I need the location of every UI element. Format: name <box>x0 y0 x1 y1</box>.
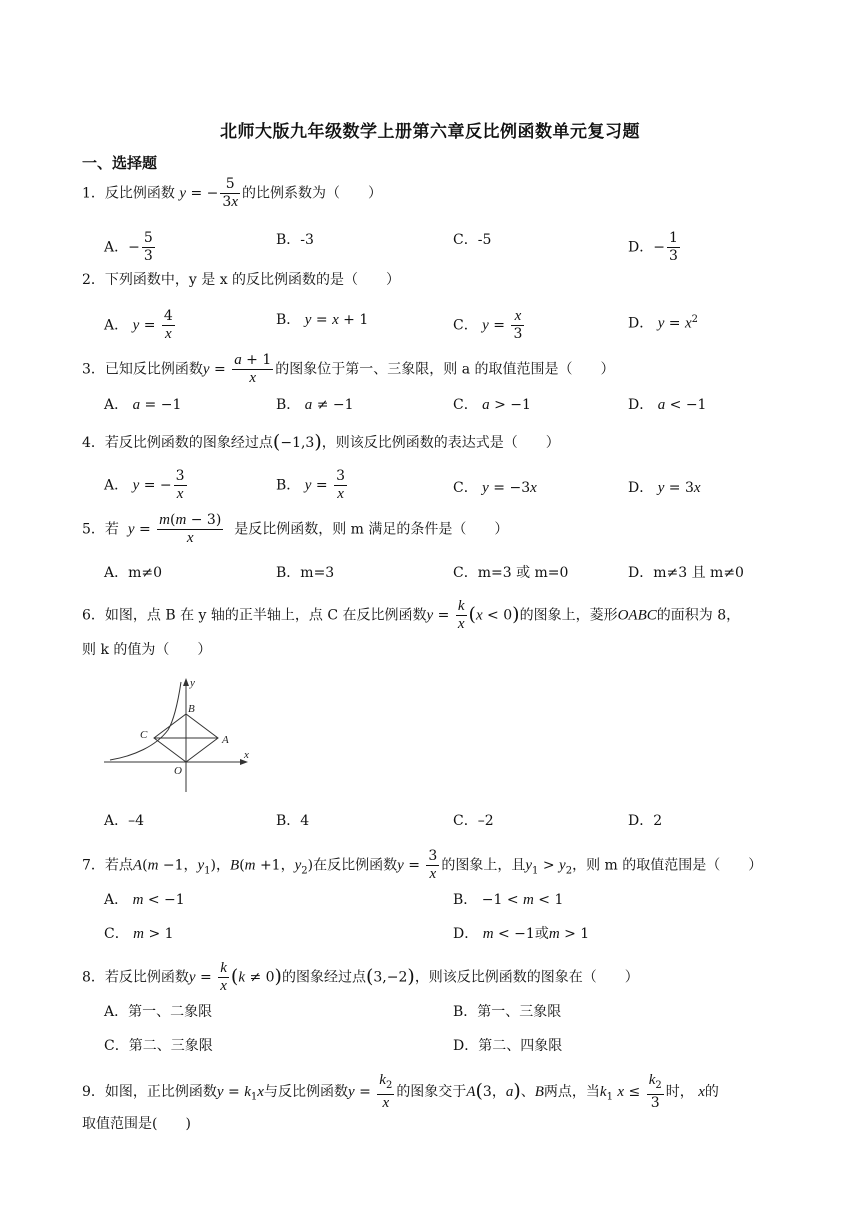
question-4: 4．若反比例函数的图象经过点(−1,3)，则该反比例函数的表达式是（ ） <box>82 431 560 453</box>
q8-option-a[interactable]: A．第一、二象限 <box>104 1004 213 1020</box>
q3-option-b[interactable]: B． a ≠ −1 <box>276 397 354 413</box>
q5-option-a[interactable]: A．m≠0 <box>104 565 163 581</box>
q6-option-b[interactable]: B．4 <box>276 813 310 829</box>
q4-option-d[interactable]: D． y = 3x <box>628 480 701 496</box>
q7-option-d[interactable]: D． m < −1或m > 1 <box>453 926 590 942</box>
q2-option-b[interactable]: B． y = x + 1 <box>276 312 369 328</box>
q1-option-b[interactable]: B．-3 <box>276 232 314 248</box>
q3-option-a[interactable]: A． a = −1 <box>104 397 182 413</box>
q7-option-c[interactable]: C． m > 1 <box>104 926 174 942</box>
q8-option-c[interactable]: C．第二、三象限 <box>104 1038 213 1054</box>
q7-option-b[interactable]: B． −1 < m < 1 <box>453 892 564 908</box>
question-1: 1．反比例函数 y = − $\frac{5}{3x}$ 的比例系数为（ ） <box>82 176 383 210</box>
question-5: 5．若 y = $\frac{m(m - 3)}{x}$ 是反比例函数，则 m 满足的条件是（ ） <box>82 512 509 546</box>
rhombus-figure <box>104 676 254 794</box>
q4-option-a[interactable]: A． y = − $\frac{3}{x}$ <box>104 468 185 502</box>
section-heading: 一、选择题 <box>82 154 158 172</box>
fig-label-b: B <box>188 703 195 715</box>
fig-label-o: O <box>174 765 182 777</box>
q5-option-b[interactable]: B．m=3 <box>276 565 335 581</box>
page-title: 北师大版九年级数学上册第六章反比例函数单元复习题 <box>220 122 640 142</box>
q4-option-b[interactable]: B． y = $\frac{3}{x}$ <box>276 468 345 502</box>
q1-option-a[interactable]: A．− $\frac{5}{3}$ <box>104 230 153 264</box>
q2-option-d[interactable]: D． $y = x^2$ <box>628 314 699 332</box>
q6-option-c[interactable]: C．–2 <box>453 813 494 829</box>
question-9: 9．如图，正比例函数$y = k_1x$与反比例函数y = $\frac{k_2}{x}$ 的图象交于A(3，a)、B两点，当$k_1$ x ≤ $\frac{k_2}{3}$ 时， x的 <box>82 1072 719 1111</box>
q6-option-d[interactable]: D．2 <box>628 813 663 829</box>
q3-option-c[interactable]: C． a > −1 <box>453 397 531 413</box>
question-8: 8．若反比例函数y = $\frac{k}{x}$ (k ≠ 0)的图象经过点(3,−2)，则该反比例函数的图象在（ ） <box>82 960 639 994</box>
q6-option-a[interactable]: A．–4 <box>104 813 145 829</box>
q3-option-d[interactable]: D． a < −1 <box>628 397 707 413</box>
question-9-line2: 取值范围是( ) <box>82 1116 191 1132</box>
q8-option-b[interactable]: B．第一、三象限 <box>453 1004 562 1020</box>
q8-option-d[interactable]: D．第二、四象限 <box>453 1038 563 1054</box>
fig-label-c: C <box>140 729 148 741</box>
q1-option-d[interactable]: D．− $\frac{1}{3}$ <box>628 230 678 264</box>
q7-option-a[interactable]: A． m < −1 <box>104 892 185 908</box>
q2-option-c[interactable]: C． y = $\frac{x}{3}$ <box>453 308 523 342</box>
question-2: 2．下列函数中，y 是 x 的反比例函数的是（ ） <box>82 272 401 288</box>
q5-option-c[interactable]: C．m=3 或 m=0 <box>453 565 569 581</box>
question-6-line2: 则 k 的值为（ ） <box>82 642 212 658</box>
question-7: 7．若点A(m −1，$y_1$)，B(m +1，$y_2$)在反比例函数y = $\frac{3}{x}$ 的图象上，且$y_1 > y_2$，则 m 的取值范围是（ ） <box>82 848 763 882</box>
q1-option-c[interactable]: C．-5 <box>453 232 492 248</box>
question-6: 6．如图，点 B 在 y 轴的正半轴上，点 C 在反比例函数y = $\frac{k}{x}$ (x < 0)的图象上，菱形OABC的面积为 8， <box>82 598 741 632</box>
question-3: 3．已知反比例函数y = $\frac{a + 1}{x}$ 的图象位于第一、三象限，则 a 的取值范围是（ ） <box>82 352 615 386</box>
fig-label-y: y <box>190 677 195 689</box>
hyperbola-curve <box>110 682 181 760</box>
y-axis-arrow <box>183 678 189 686</box>
fig-label-a: A <box>222 734 229 746</box>
fig-label-x: x <box>244 749 249 761</box>
q5-option-d[interactable]: D．m≠3 且 m≠0 <box>628 565 744 581</box>
q2-option-a[interactable]: A． y = $\frac{4}{x}$ <box>104 308 173 342</box>
q4-option-c[interactable]: C． y = −3x <box>453 480 537 496</box>
